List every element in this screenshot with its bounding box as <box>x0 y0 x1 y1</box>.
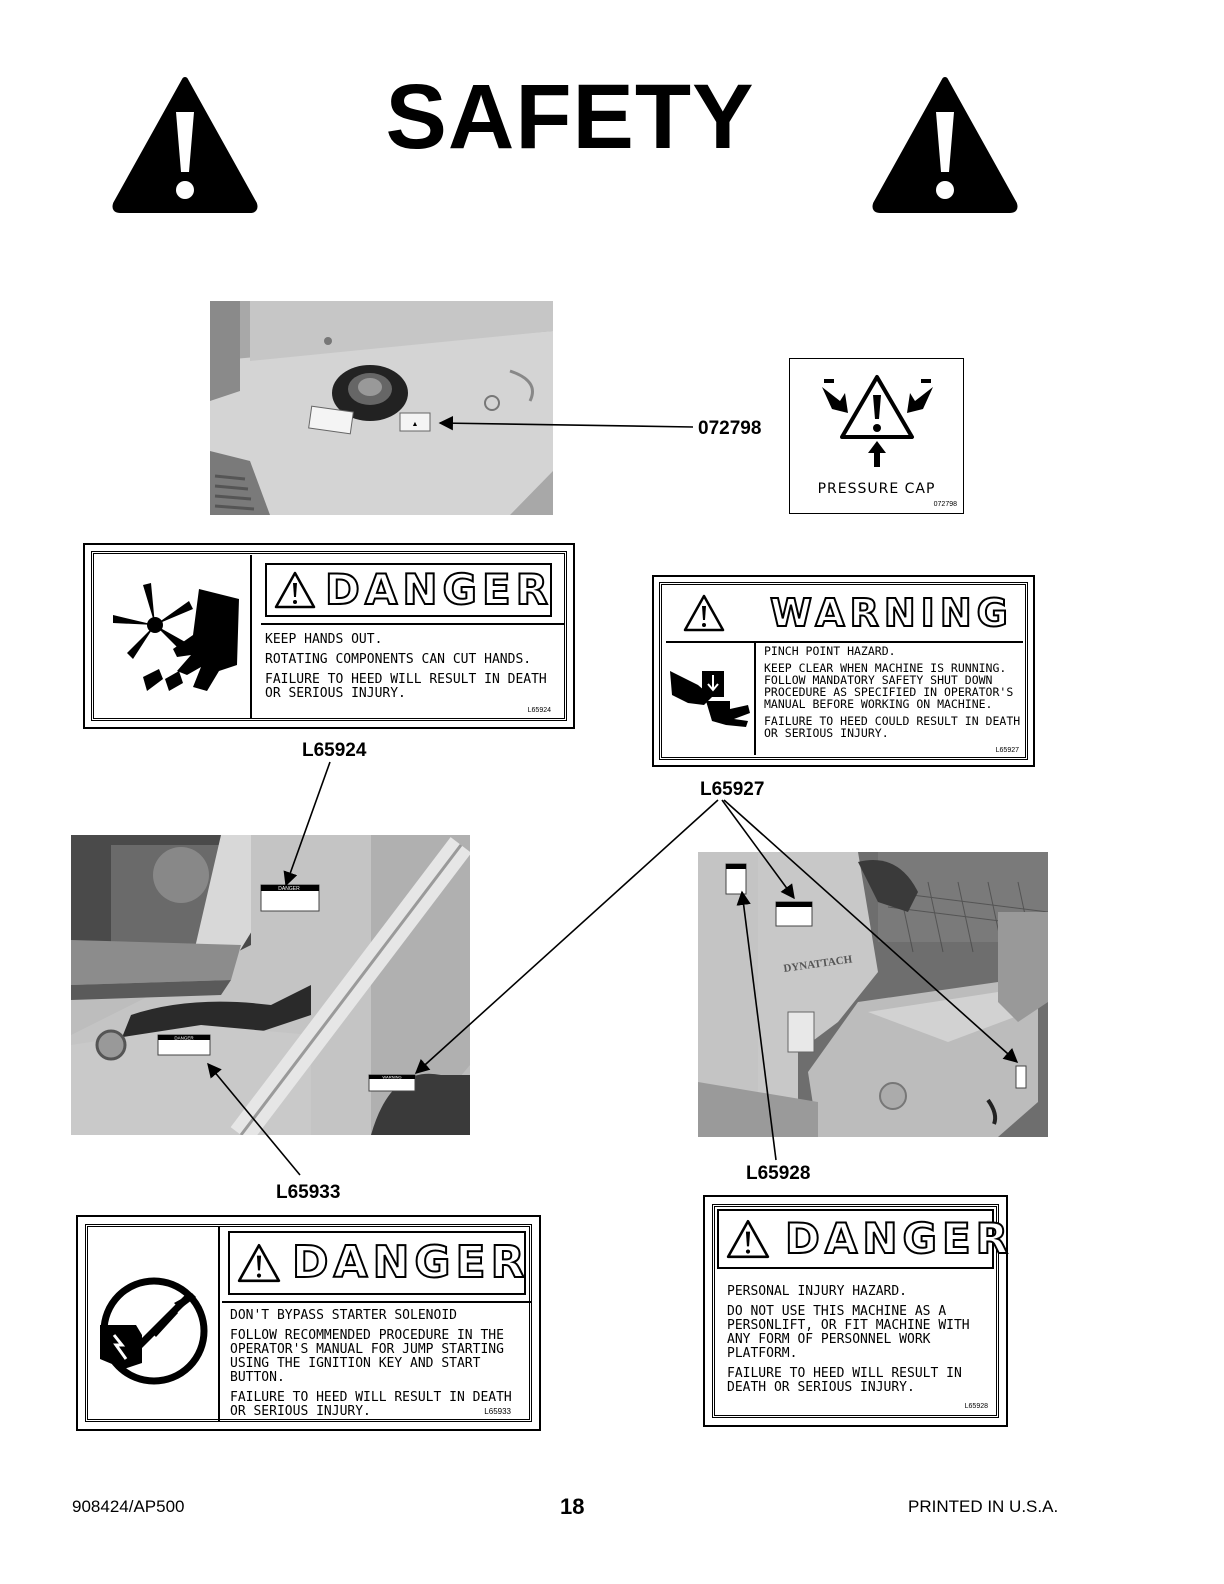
danger-message-3 <box>727 1285 991 1401</box>
alert-icon <box>725 1217 771 1261</box>
svg-text:▲: ▲ <box>411 421 419 428</box>
decal-code: L65927 <box>995 747 1019 754</box>
message-line: PERSONAL INJURY HAZARD. <box>727 1284 908 1299</box>
danger-word-3: DANGER <box>785 1214 1014 1263</box>
pressure-cap-caption: PRESSURE CAP <box>817 481 936 497</box>
message-line: FAILURE TO HEED WILL RESULT IN DEATH OR SERIOUS INJURY. <box>230 1390 512 1419</box>
message-line: ROTATING COMPONENTS CAN CUT HANDS. <box>265 652 532 667</box>
message-line: FAILURE TO HEED WILL RESULT IN DEATH OR SERIOUS INJURY. <box>265 672 547 701</box>
page-number: 18 <box>560 1494 585 1519</box>
mini-decal-text: DANGER <box>278 886 300 892</box>
callout-L65933: L65933 <box>276 1182 341 1203</box>
footer-document-number: 908424/AP500 <box>72 1497 185 1516</box>
message-line: KEEP HANDS OUT. <box>265 632 383 647</box>
danger-header-3 <box>717 1209 1014 1269</box>
danger-word-2: DANGER <box>292 1237 530 1288</box>
message-line: FAILURE TO HEED WILL RESULT IN DEATH OR SERIOUS INJURY. <box>727 1366 962 1395</box>
callout-L65924: L65924 <box>302 740 367 761</box>
footer-printed-in: PRINTED IN U.S.A. <box>908 1497 1059 1516</box>
message-line: DO NOT USE THIS MACHINE AS A PERSONLIFT, OR FIT MACHINE WITH ANY FORM OF PERSONNEL WORK PLATFORM. <box>727 1304 970 1361</box>
message-line: FOLLOW RECOMMENDED PROCEDURE IN THE OPERATOR'S MANUAL FOR JUMP STARTING USING THE IGNITION KEY AND START BUTTON. <box>230 1328 504 1385</box>
decal-personal-injury <box>703 1195 1014 1427</box>
decal-starter-solenoid <box>76 1215 541 1431</box>
no-bypass-solenoid-icon <box>96 1273 212 1389</box>
danger-message-2 <box>230 1309 526 1425</box>
message-line: FAILURE TO HEED COULD RESULT IN DEATH OR SERIOUS INJURY. <box>764 714 1021 740</box>
decal-code: L65924 <box>527 707 551 714</box>
mini-decal-text: DANGER <box>174 1035 194 1041</box>
brand-text: DYNATTACH <box>782 953 854 975</box>
page-title: SAFETY <box>385 66 755 168</box>
callout-L65927: L65927 <box>700 779 765 800</box>
danger-word-1: DANGER <box>325 565 554 614</box>
alert-icon <box>236 1241 282 1285</box>
decal-code: L65928 <box>964 1403 988 1410</box>
warning-word: WARNING <box>770 591 1013 635</box>
callout-L65928: L65928 <box>746 1163 811 1184</box>
message-line: KEEP CLEAR WHEN MACHINE IS RUNNING. FOLLOW MANDATORY SAFETY SHUT DOWN PROCEDURE AS SPECIFIED IN OPERATOR'S MANUAL BEFORE WORKING ON MACHINE. <box>764 661 1014 711</box>
message-line: DON'T BYPASS STARTER SOLENOID <box>230 1308 457 1323</box>
mini-decal-text: WARNING <box>382 1074 402 1080</box>
callout-072798: 072798 <box>698 418 762 439</box>
message-line: PINCH POINT HAZARD. <box>764 644 896 658</box>
decal-code: L65933 <box>484 1407 511 1416</box>
pressure-cap-code: 072798 <box>933 501 957 508</box>
danger-header-2 <box>228 1231 530 1295</box>
